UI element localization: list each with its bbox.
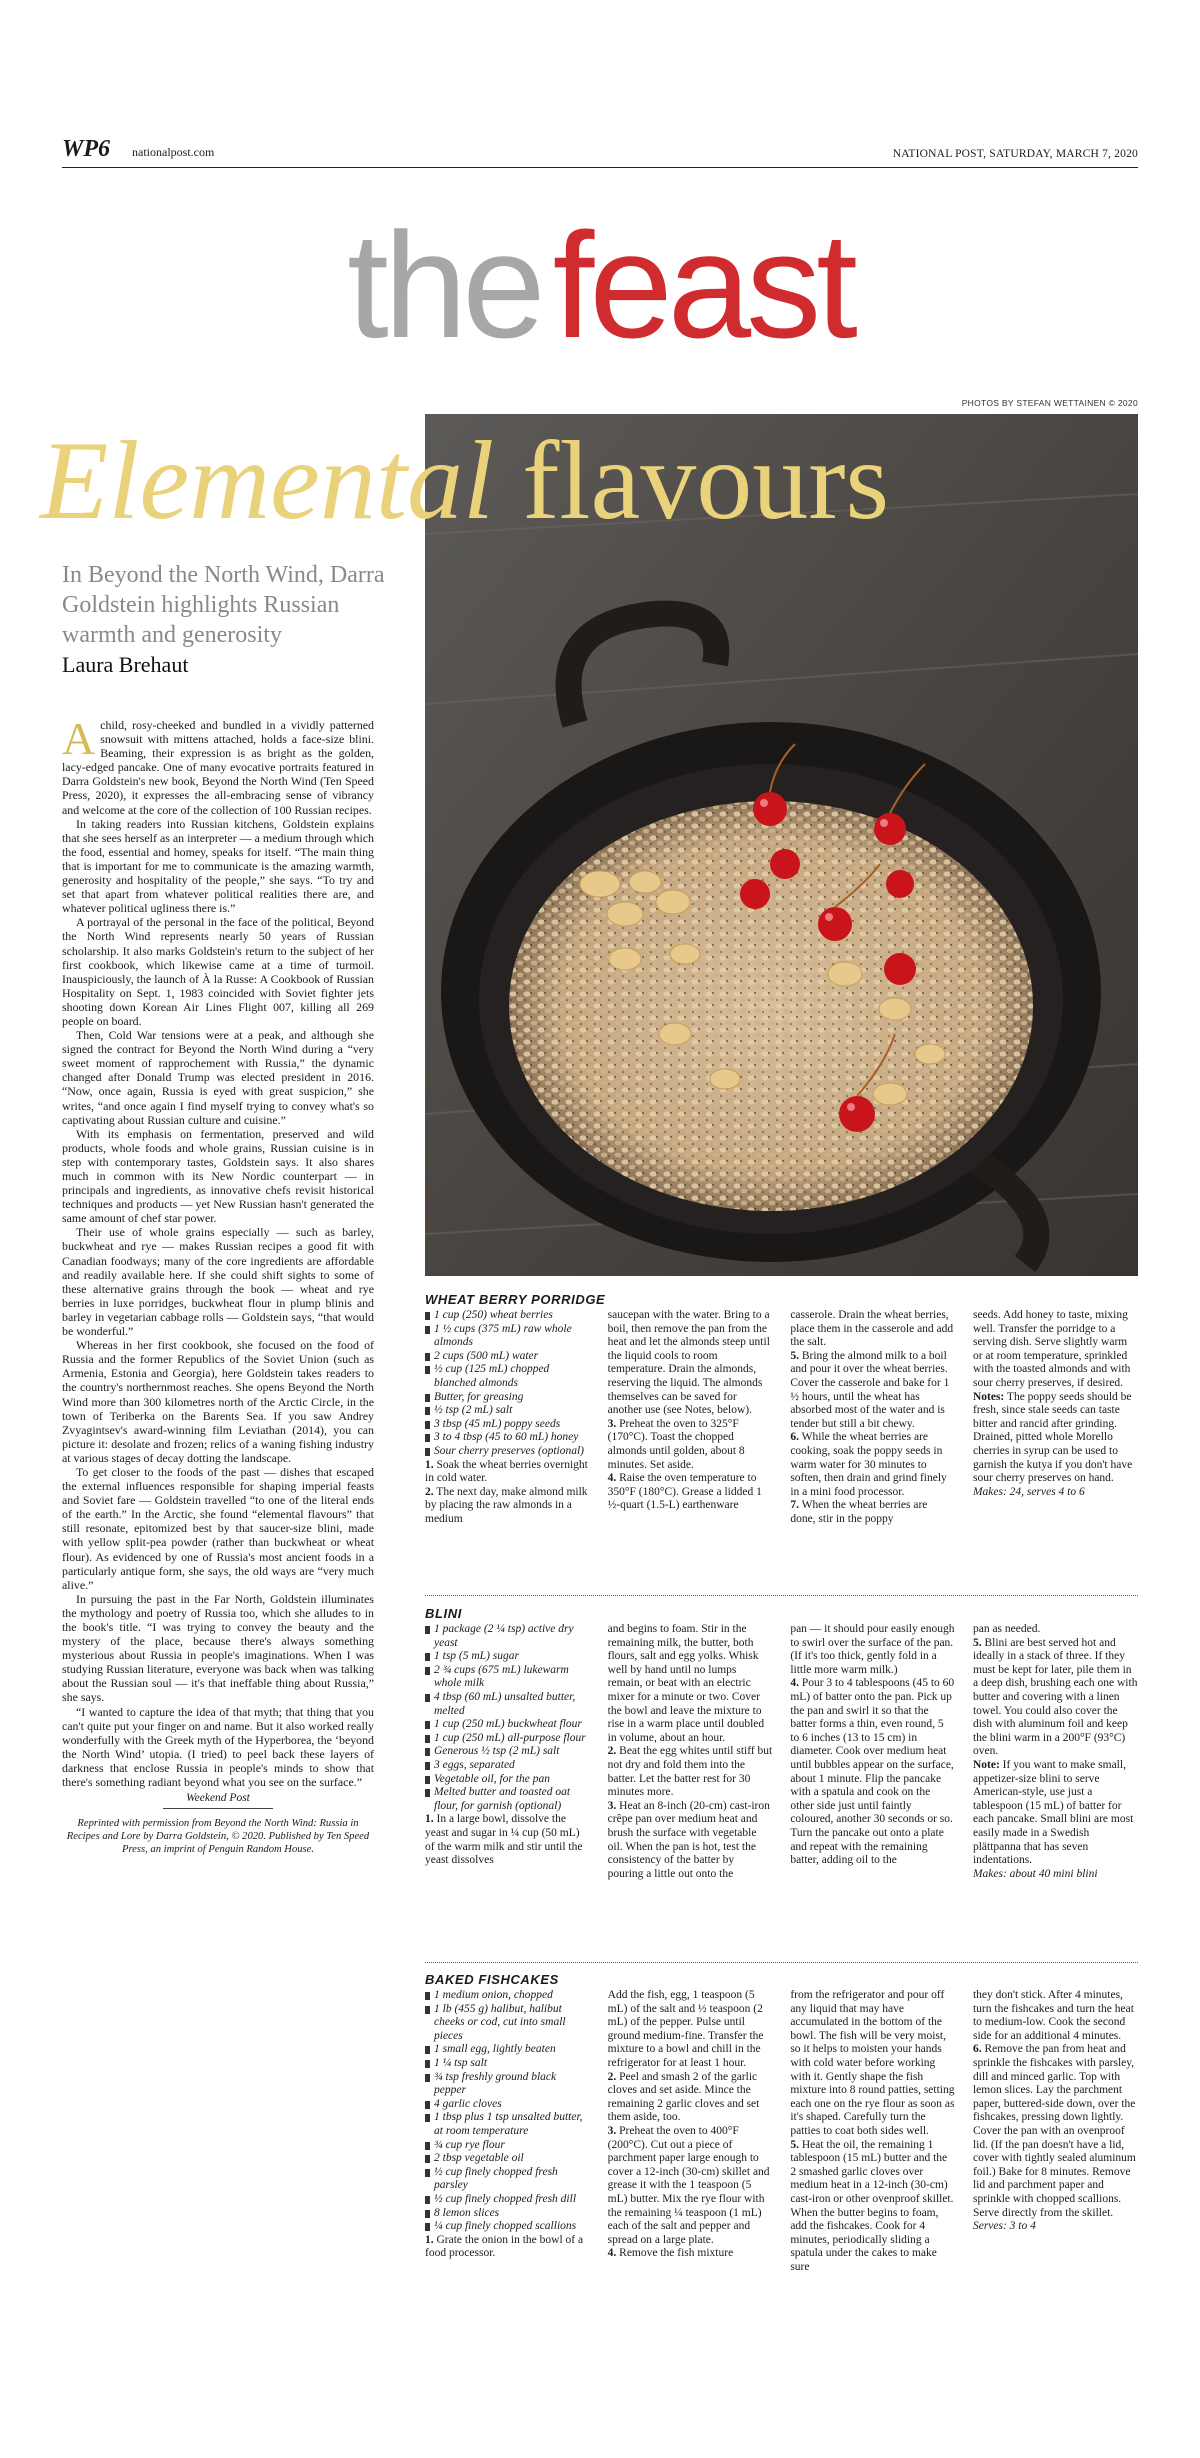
method-step [790,1677,955,1867]
recipe-column [973,1989,1138,2274]
photo-credit: PHOTOS BY STEFAN WETTAINEN © 2020 [961,398,1138,408]
recipe-wheat-berry-porridge [425,1292,1138,1527]
step-number: 4. [607,2247,617,2260]
step-number: 3. [607,2124,617,2137]
ingredient-item: 1 medium onion, chopped [425,1989,590,2003]
recipe-title: BLINI [425,1606,462,1621]
method-text: saucepan with the water. Bring to a boil, then remove the pan from the heat and let the almonds steep until the liquid cools to room temperature. Drain the almonds, reserving the liquid. The almonds themselves can be saved for another use (see Notes, below). [607,1309,770,1417]
recipe-column [790,1989,955,2274]
recipe-title: WHEAT BERRY PORRIDGE [425,1292,606,1307]
step-text: Remove the pan from heat and sprinkle the fishcakes with parsley, dill and minced garlic. Top with lemon slices. Lay the parchment paper, buttered-side down, over the fishcakes, pressing down lightly. Cover the pan with an ovenproof lid. (If the pan doesn't have a lid, cover with tightly sealed aluminum foil.) Bake for 8 minutes. Remove lid and parchment paper and sprinkle with chopped scallions. Serve directly from the skillet. [972,2043,1136,2219]
method-text: from the refrigerator and pour off any liquid that may have accumulated in the bottom of the bowl. The fish will be very moist, so it helps to moisten your hands with cold water before working with it. Gently shape the fish mixture into 8 round patties, setting each one on the rye flour as soon as it's shaped. Carefully turn the patties to coat both sides well. [790,1989,955,2137]
issue-date: NATIONAL POST, SATURDAY, MARCH 7, 2020 [892,148,1138,160]
recipe-column [790,1309,955,1527]
porridge-pot-illustration [425,414,1138,1276]
method-step [790,1431,955,1499]
story-paragraph: In pursuing the past in the Far North, Goldstein illuminates the mythology and poetry of Russia too, which she alludes to in the book's title. “I was trying to convey the beauty and the mystery of the place, because there's always something mysterious about Russia in people's imaginations. When I was studying Russian literature, everyone was back when was talking about the Russian soul — it's that ineffable thing about Russia,” she says. [62,1591,374,1705]
method-step [608,2247,773,2261]
step-text: While the wheat berries are cooking, soak the poppy seeds in warm water for 30 minutes to soften, then drain and grind finely in a mini food processor. [790,1431,947,1498]
page-folio [62,136,1138,168]
method-step [425,1486,590,1527]
ingredient-item: 3 eggs, separated [425,1759,590,1773]
ingredient-item: 4 garlic cloves [425,2098,590,2112]
ingredient-item: ½ tsp (2 mL) salt [425,1404,590,1418]
method-text: pan as needed. [972,1623,1041,1635]
story-paragraph: Their use of whole grains especially — such as barley, buckwheat and rye — makes Russian recipes a good fit with Canadian foodways; many of the core ingredients are affordable and readily available here. If she could shift sights to some of these alternative grains through the book — wheat and rye berries in luxe porridges, buckwheat flour in plump blinis and barley in vegetarian cabbage rolls — Goldstein says, “that would be wonderful.” [62,1225,374,1339]
method-step [608,2125,773,2247]
ingredient-item: 1 cup (250 mL) all-purpose flour [425,1732,590,1746]
story-paragraph: “I wanted to capture the idea of that myth; that thing that you can't quite put your finger on and name. But it also worked really wonderfully with the Greek myth of the Hyperborea, the ‘beyond the North Wind’ utopia. (I tried) to peel back these layers of darkness that enclose Russia in people's minds to show that there's something radiant beyond what you see on the surface.” [62,1704,374,1790]
method-step [973,2043,1138,2220]
ingredient-item: 1 cup (250) wheat berries [425,1309,590,1323]
story-paragraph: In taking readers into Russian kitchens, Goldstein explains that she sees herself as an interpreter — a medium through which the food, essential and homey, speaks for itself. “The main thing that is important for me to communicate is the amazing warmth, generosity and hospitality of the people,” she says. “To try and set that apart from whatever political realities there are, and whatever political ugliness there is.” [62,816,374,916]
method-text: and begins to foam. Stir in the remaining milk, the butter, both flours, salt and egg yolks. Whisk well by hand until no lumps remain, or beat with an electric mixer for a minute or two. Cover the bowl and leave the mixture to rise in a warm place until doubled in volume, about an hour. [607,1623,765,1744]
ingredient-item: ¾ cup rye flour [425,2139,590,2153]
recipe-column [425,1309,590,1527]
story-paragraph [62,713,374,817]
method-step [608,1418,773,1472]
step-text: Pour 3 to 4 tablespoons (45 to 60 mL) of batter onto the pan. Pick up the pan and swirl it so that the batter forms a thin, even round, 5 to 6 inches (13 to 15 cm) in diameter. Cook over medium heat until bubbles appear on the surface, about 1 minute. Flip the pancake with a spatula and cook on the other side just until faintly coloured, another 30 seconds or so. Turn the pancake out onto a plate and repeat with the remaining batter, adding oil to the [790,1677,955,1867]
ingredient-item: 2 cups (500 mL) water [425,1350,590,1364]
step-number: 2. [425,1485,434,1498]
ingredient-item: Melted butter and toasted oat flour, for garnish (optional) [425,1786,590,1813]
ingredient-item: 1 lb (455 g) halibut, halibut cheeks or cod, cut into small pieces [425,2003,590,2044]
ingredient-item: 2 tbsp vegetable oil [425,2152,590,2166]
step-number: 3. [607,1417,617,1430]
story-lead-text: child, rosy-cheeked and bundled in a vividly patterned snowsuit with mittens attached, holds a face-size blini. Beaming, their expression is as bright as the golden, lacy-edged pancake. One of many evocative portraits featured in Darra Goldstein's new book, Beyond the North Wind (Ten Speed Press, 2020), it expresses the all-embracing sense of vibrancy and welcome at the core of the collection of 100 Russian recipes. [62,718,374,817]
recipe-column [425,1989,590,2274]
ingredient-item: 1 tsp (5 mL) sugar [425,1650,590,1664]
story-paragraph: Then, Cold War tensions were at a peak, and although she signed the contract for Beyond the North Wind during a “very sweet moment of rapprochement with Russia,” the dynamic changed after Donald Trump was elected president in 2016. “Now, once again, Russia is eyed with great suspicion,” she writes, “and once again I find myself trying to convey what's so captivating about Russian culture and cuisine.” [62,1028,374,1127]
step-number: 5. [972,1636,982,1649]
step-text: Raise the oven temperature to 350°F (180°C). Grease a lidded 1 ½-quart (1.5-L) earthenware [607,1472,762,1512]
ingredient-item: 1 ½ cups (375 mL) raw whole almonds [425,1323,590,1350]
ingredient-item: 1 cup (250 mL) buckwheat flour [425,1718,590,1732]
step-text: When the wheat berries are done, stir in the poppy [790,1499,928,1525]
headline-roman-word: flavours [494,419,890,543]
step-text: Grate the onion in the bowl of a food processor. [425,2233,584,2260]
note-label: Note: [972,1758,1000,1771]
step-number: 6. [972,2043,982,2056]
method-step [790,1350,955,1432]
site-url[interactable]: nationalpost.com [132,145,215,159]
note-label: Notes: [972,1390,1005,1403]
recipe-columns [425,1309,1138,1527]
recipe-column [608,1989,773,2274]
recipe-title: BAKED FISHCAKES [425,1972,559,1987]
step-text: Peel and smash 2 of the garlic cloves and set aside. Mince the remaining 2 garlic cloves and set them aside, too. [607,2070,760,2124]
recipe-note [973,1391,1138,1486]
headline-italic-word: Elemental [40,419,495,543]
ingredient-item: ½ cup finely chopped fresh parsley [425,2166,590,2193]
ingredient-item: Vegetable oil, for the pan [425,1773,590,1787]
recipe-column [790,1623,955,1881]
ingredient-item: 8 lemon slices [425,2207,590,2221]
recipe-columns [425,1989,1138,2274]
article-body [62,713,374,1856]
story-paragraph: To get closer to the foods of the past — dishes that escaped the external influences responsible for shaping imperial feasts and Soviet fare — Goldstein travelled “to one of the literal ends of the earth.” In the Arctic, she found “elemental flavours” that still resonate, epitomized best by that saucer-size blini, made with yellow split-pea powder (rather than buckwheat or wheat flour). As evidenced by one of Russia's most ancient foods in a particularly antique form, she says, the old ways are “very much alive.” [62,1464,374,1592]
story-paragraph: Whereas in her first cookbook, she focused on the food of Russia and the former Republics of the Soviet Union (such as Armenia, Estonia and Georgia), here Goldstein takes readers to the country's northernmost reaches. She opens Beyond the North Wind more than 300 kilometres north of the Arctic Circle, in the town of Teriberka on the Barents Sea. If you saw Andrey Zvyagintsev's award-winning film Leviathan (2014), you can picture it: desolate and frozen; relics of a waning fishing industry at various stages of decay dotting the landscape. [62,1338,374,1465]
step-text: Heat the oil, the remaining 1 tablespoon (15 mL) butter and the 2 smashed garlic cloves over medium heat in a 12-inch (30-cm) cast-iron or other ovenproof skillet. When the butter begins to foam, add the fishcakes. Cook for 4 minutes, periodically sliding a spatula under the cakes to make sure [790,2138,954,2273]
step-number: 7. [790,1499,799,1512]
method-step [608,2071,773,2125]
ingredient-item: ¼ cup finely chopped scallions [425,2220,590,2234]
method-text: casserole. Drain the wheat berries, place them in the casserole and add the salt. [790,1309,954,1349]
method-step [608,1800,773,1882]
step-number: 3. [607,1799,617,1812]
ingredient-item: ½ cup finely chopped fresh dill [425,2193,590,2207]
story-paragraph: A portrayal of the personal in the face of the political, Beyond the North Wind represents nearly 50 years of Russian scholarship. It also marks Goldstein's return to the subject of her first cookbook, which likewise came at a time of turmoil. Inauspiciously, the launch of À la Russe: A Cookbook of Russian Hospitality on Sept. 1, 1983 coincided with Soviet fighter jets shooting down Korean Air Lines Flight 007, killing all 269 people on board. [62,915,374,1028]
page-number: WP6 [62,136,110,162]
step-text: Blini are best served hot and ideally in a stack of three. If they must be kept for later, pile them in a deep dish, brushing each one with butter and covering with a linen towel. You could also cover the dish with aluminum foil and keep the blini warm in a 200°F (93°C) oven. [972,1636,1138,1758]
dotted-rule [425,1595,1138,1596]
step-text: Preheat the oven to 325°F (170°C). Toast the chopped almonds until golden, about 8 minutes. Set aside. [607,1417,745,1471]
ingredient-item: ¾ tsp freshly ground black pepper [425,2071,590,2098]
method-step [608,1745,773,1799]
ingredient-item: 3 to 4 tbsp (45 to 60 mL) honey [425,1431,590,1445]
method-step [790,2139,955,2275]
ingredient-item: 1 tbsp plus 1 tsp unsalted butter, at room temperature [425,2111,590,2138]
step-text: Beat the egg whites until stiff but not dry and fold them into the batter. Let the batter rest for 30 minutes more. [607,1745,773,1799]
method-text: they don't stick. After 4 minutes, turn the fishcakes and turn the heat to medium-low. Cook the second side for an additional 4 minutes. [972,1989,1134,2042]
recipe-note [973,1759,1138,1868]
recipe-yield: Makes: about 40 mini blini [972,1867,1098,1880]
ingredient-item: 1 package (2 ¼ tsp) active dry yeast [425,1623,590,1650]
ingredient-item: 2 ¾ cups (675 mL) lukewarm whole milk [425,1664,590,1691]
article-deck: In Beyond the North Wind, Darra Goldstein highlights Russian warmth and generosity [62,562,385,648]
signature-rule [163,1808,273,1809]
method-step [425,1813,590,1867]
ingredient-item: 1 ¼ tsp salt [425,2057,590,2071]
method-step [425,2234,590,2261]
step-number: 1. [425,1458,434,1471]
step-text: Heat an 8-inch (20-cm) cast-iron crêpe pan over medium heat and brush the surface with vegetable oil. When the pan is hot, test the consistency of the batter by pouring a little out onto the [607,1799,770,1880]
step-text: The next day, make almond milk by placing the raw almonds in a medium [425,1485,588,1525]
section-masthead [0,201,1200,369]
article-byline: Laura Brehaut [62,652,189,677]
porridge-photo [425,414,1138,1276]
method-step [425,1459,590,1486]
step-number: 5. [790,2138,799,2151]
method-step [790,1499,955,1526]
step-number: 5. [790,1349,799,1362]
dotted-rule [425,1962,1138,1963]
method-text: pan — it should pour easily enough to swirl over the surface of the pan. (If it's too thick, gently fold in a little more warm milk.) [790,1623,955,1676]
ingredient-item: 1 small egg, lightly beaten [425,2043,590,2057]
step-text: Preheat the oven to 400°F (200°C). Cut out a piece of parchment paper large enough to cover a 12-inch (30-cm) skillet and grease it with the 1 teaspoon (5 mL) butter. Mix the rye flour with the remaining ¼ teaspoon (1 mL) each of the salt and pepper and spread on a large plate. [607,2124,770,2246]
reprint-note: Reprinted with permission from Beyond the North Wind: Russia in Recipes and Lore by Darra Goldstein, © 2020. Published by Ten Speed Press, an imprint of Penguin Random House. [66,1818,370,1856]
step-number: 1. [425,2233,434,2246]
story-signature: Weekend Post [186,1792,250,1805]
recipe-column [425,1623,590,1881]
recipe-blini [425,1606,1138,1881]
drop-cap: A [62,713,96,764]
step-number: 2. [607,1745,617,1758]
step-text: If you want to make small, appetizer-size blini to serve American-style, use just a tablespoon (15 mL) of batter for each pancake. Small blini are most easily made in a Swedish plättpanna that has seven indentations. [972,1758,1134,1867]
recipe-column [608,1309,773,1527]
step-text: Bring the almond milk to a boil and pour it over the wheat berries. Cover the casserole and bake for 1 ½ hours, until the wheat has absorbed most of the water and is tender but still a bit chewy. [790,1349,950,1430]
step-number: 4. [607,1472,617,1485]
ingredient-item: Butter, for greasing [425,1391,590,1405]
method-step [608,1472,773,1513]
method-text: seeds. Add honey to taste, mixing well. Transfer the porridge to a serving dish. Serve slightly warm or at room temperature, sprinkled with the toasted almonds and with sour cherry preserves, if desired. [972,1309,1131,1389]
step-text: Remove the fish mixture [616,2247,734,2260]
step-number: 4. [790,1677,799,1690]
recipe-columns [425,1623,1138,1881]
ingredient-item: 4 tbsp (60 mL) unsalted butter, melted [425,1691,590,1718]
recipe-column [608,1623,773,1881]
ingredient-item: 3 tbsp (45 mL) poppy seeds [425,1418,590,1432]
recipe-column [973,1309,1138,1527]
ingredient-item: Generous ½ tsp (2 mL) salt [425,1745,590,1759]
step-text: In a large bowl, dissolve the yeast and sugar in ¼ cup (50 mL) of the warm milk and stir until the yeast dissolves [425,1813,583,1867]
step-number: 2. [607,2070,617,2083]
step-number: 6. [790,1431,799,1444]
ingredient-item: Sour cherry preserves (optional) [425,1445,590,1459]
ingredient-item: ½ cup (125 mL) chopped blanched almonds [425,1363,590,1390]
recipe-column [973,1623,1138,1881]
step-text: Soak the wheat berries overnight in cold water. [425,1458,588,1485]
step-number: 1. [425,1813,434,1826]
recipe-yield: Makes: 24, serves 4 to 6 [972,1485,1085,1498]
masthead-word-the: the [347,201,541,369]
recipe-yield: Serves: 3 to 4 [972,2220,1036,2233]
step-text: The poppy seeds should be fresh, since stale seeds can taste bitter and rancid after grinding. Drained, pitted whole Morello cherries in syrup can be used to garnish the kutya if you don't have sour cherry preserves on hand. [972,1390,1133,1485]
recipe-baked-fishcakes [425,1972,1138,2274]
article-headline [40,419,890,543]
method-text: Add the fish, egg, 1 teaspoon (5 mL) of the salt and ½ teaspoon (2 mL) of the pepper. Pulse until ground medium-fine. Transfer the mixture to a bowl and chill in the refrigerator for at least 1 hour. [607,1989,764,2069]
method-step [973,1637,1138,1759]
story-paragraph: With its emphasis on fermentation, preserved and wild products, whole foods and whole grains, Russian cuisine is in step with contemporary tastes, Goldstein says. It also shares much in common with its New Nordic counterpart — in principals and ingredients, as innovative chefs revisit historical techniques and products — yet New Russian hasn't generated the same amount of chef star power. [62,1126,374,1226]
masthead-word-feast: feast [552,201,853,369]
